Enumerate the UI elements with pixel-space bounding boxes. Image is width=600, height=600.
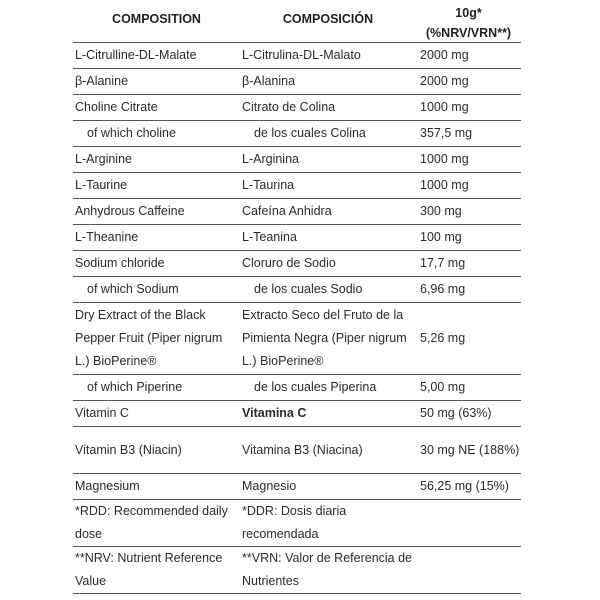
row-name-es: Citrato de Colina (242, 100, 336, 114)
row-name-es: de los cuales Sodio (254, 282, 363, 296)
row-value: 1000 mg (420, 100, 469, 114)
row-value: 17,7 mg (420, 256, 466, 270)
footnote-rdd-es: *DDR: Dosis diaria recomendada (242, 504, 347, 541)
table-row (73, 43, 521, 69)
table-row (73, 225, 521, 251)
row-value: 6,96 mg (420, 282, 466, 296)
table-row (73, 401, 521, 427)
row-value: 357,5 mg (420, 126, 473, 140)
row-name-es: L-Arginina (242, 152, 299, 166)
row-name-en: Vitamin C (75, 406, 129, 420)
table-row (73, 427, 521, 474)
row-name-es: Vitamina C (242, 406, 307, 420)
table-row (73, 375, 521, 401)
table-row (73, 199, 521, 225)
table-row (73, 95, 521, 121)
row-value: 2000 mg (420, 74, 469, 88)
table-row (73, 277, 521, 303)
table-row (73, 303, 521, 375)
row-name-en: Choline Citrate (75, 100, 158, 114)
row-name-es: Cafeína Anhidra (242, 204, 332, 218)
row-name-es: Cloruro de Sodio (242, 256, 336, 270)
row-value: 56,25 mg (15%) (420, 479, 509, 493)
row-name-es: Vitamina B3 (Niacina) (242, 442, 363, 457)
row-name-en: L-Citrulline-DL-Malate (75, 48, 197, 62)
row-name-es: Extracto Seco del Fruto de la Pimienta Negra (Piper nigrum L.) BioPerine® (242, 308, 407, 368)
footnote-rdd-en: *RDD: Recommended daily dose (75, 504, 228, 541)
table-row (73, 173, 521, 199)
row-name-en: L-Theanine (75, 230, 139, 244)
header-amount-line2: (%NRV/VRN**) (425, 26, 512, 40)
row-name-en: L-Taurine (75, 178, 128, 192)
row-name-en: Magnesium (75, 479, 140, 493)
header-composicion: COMPOSICIÓN (282, 12, 374, 26)
footnote-nrv-en: **NRV: Nutrient Reference Value (75, 551, 223, 588)
row-value: 300 mg (420, 204, 462, 218)
row-value: 50 mg (63%) (420, 406, 492, 420)
row-value: 100 mg (420, 230, 462, 244)
header-amount-line1: 10g* (455, 6, 482, 20)
row-value: 5,26 mg (420, 331, 466, 345)
row-name-es: Magnesio (242, 479, 297, 493)
footnote-nrv-es: **VRN: Valor de Referencia de Nutrientes (242, 551, 412, 588)
header-amount (416, 3, 521, 43)
table-row (73, 121, 521, 147)
row-name-en: Dry Extract of the Black Pepper Fruit (Piper nigrum L.) BioPerine® (75, 308, 223, 368)
row-value: 30 mg NE (188%) (420, 442, 520, 457)
footnote-row (73, 547, 521, 594)
row-name-es: L-Teanina (242, 230, 297, 244)
row-value: 5,00 mg (420, 380, 466, 394)
row-value: 1000 mg (420, 178, 469, 192)
nutrition-table (73, 0, 521, 594)
row-name-en: Vitamin B3 (Niacin) (75, 442, 182, 457)
row-value: 2000 mg (420, 48, 469, 62)
row-name-en: of which choline (87, 126, 176, 140)
row-name-en: of which Sodium (87, 282, 179, 296)
header-composition: COMPOSITION (112, 12, 201, 26)
row-name-es: β-Alanina (242, 74, 296, 88)
table-row (73, 147, 521, 173)
row-name-en: L-Arginine (75, 152, 132, 166)
row-name-en: Anhydrous Caffeine (75, 204, 185, 218)
row-name-es: de los cuales Colina (254, 126, 366, 140)
table-row (73, 251, 521, 277)
row-name-es: de los cuales Piperina (254, 380, 377, 394)
row-name-en: β-Alanine (75, 74, 129, 88)
table-row (73, 69, 521, 95)
table-header (73, 0, 521, 43)
row-name-es: L-Taurina (242, 178, 295, 192)
table-row (73, 474, 521, 500)
footnote-row (73, 500, 521, 547)
row-name-es: L-Citrulina-DL-Malato (242, 48, 361, 62)
row-name-en: of which Piperine (87, 380, 183, 394)
row-value: 1000 mg (420, 152, 469, 166)
row-name-en: Sodium chloride (75, 256, 165, 270)
